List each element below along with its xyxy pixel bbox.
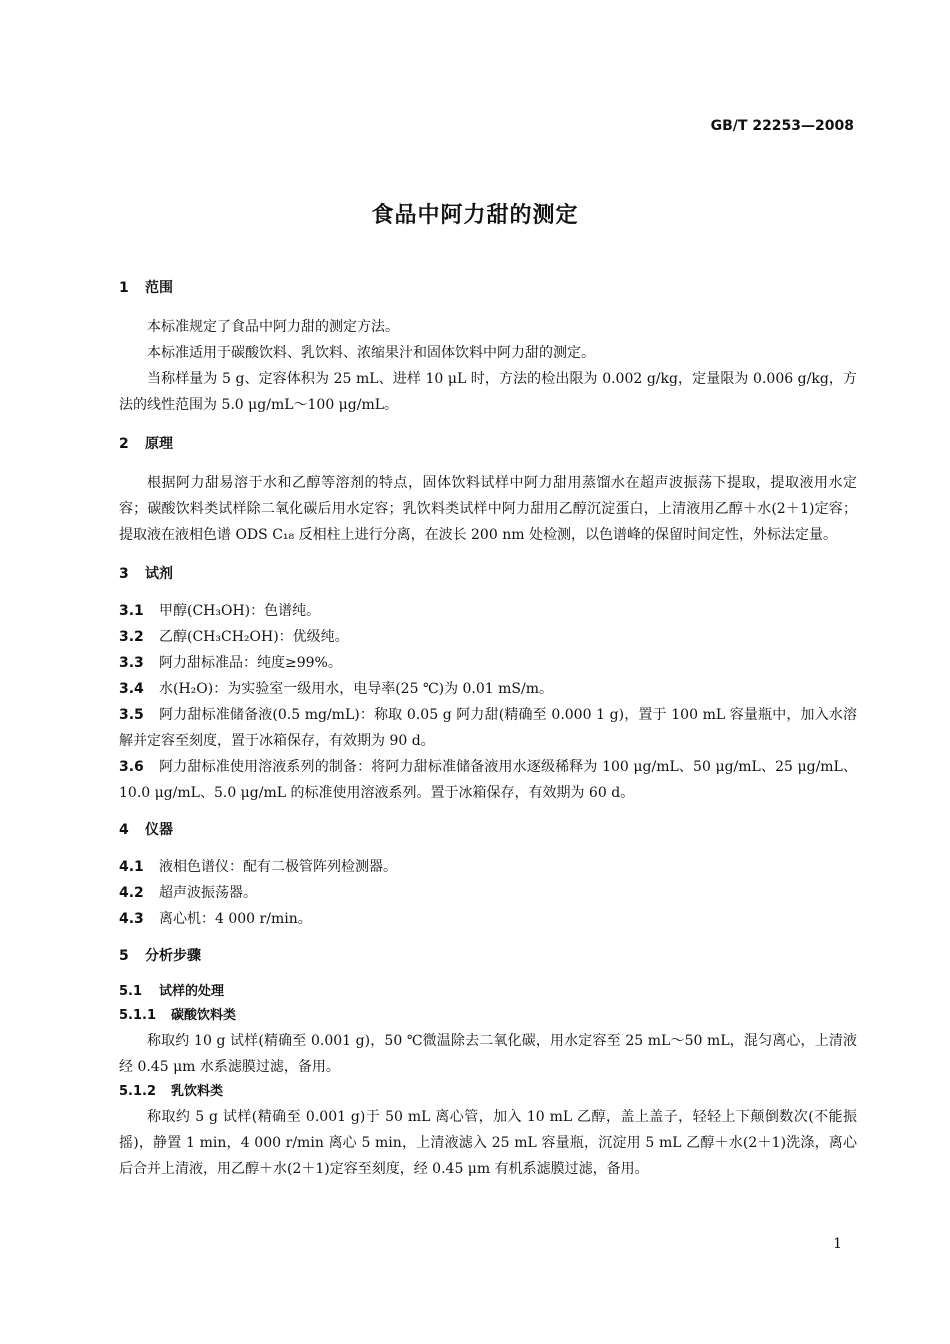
item-number: 3.6: [119, 759, 144, 775]
section-heading-4: [119, 820, 857, 840]
section-heading-2: [119, 434, 857, 454]
section-title: 分析步骤: [145, 948, 201, 964]
section-title: 仪器: [145, 822, 173, 838]
item-text: 阿力甜标准品：纯度≥99%。: [159, 655, 342, 671]
subsubsection-number: 5.1.1: [119, 1008, 157, 1023]
paragraph: 本标准规定了食品中阿力甜的测定方法。: [147, 319, 399, 335]
paragraph: 当称样量为 5 g、定容体积为 25 mL、进样 10 μL 时，方法的检出限为 0.002 g/kg，定量限为 0.006 g/kg，方法的线性范围为 5.0 μg/mL～100 μg/mL。: [119, 371, 857, 413]
item-text: 阿力甜标准使用溶液系列的制备：将阿力甜标准储备液用水逐级稀释为 100 μg/mL、50 μg/mL、25 μg/mL、10.0 μg/mL、5.0 μg/mL 的标准使用溶液系列。置于冰箱保存，有效期为 60 d。: [119, 759, 857, 801]
subsubsection-title: 碳酸饮料类: [171, 1008, 237, 1023]
subsection-number: 5.1: [119, 984, 143, 999]
paragraph: 称取约 5 g 试样(精确至 0.001 g)于 50 mL 离心管，加入 10 mL 乙醇，盖上盖子，轻轻上下颠倒数次(不能振摇)，静置 1 min，4 000 r/min 离心 5 min，上清液滤入 25 mL 容量瓶，沉淀用 5 mL 乙醇＋水(2＋1)洗涤，离心后合并上清液，用乙醇＋水(2＋1)定容至刻度，经 0.45 μm 有机系滤膜过滤，备用。: [119, 1109, 857, 1177]
item-number: 4.3: [119, 911, 144, 927]
section-number: 2: [119, 436, 129, 452]
list-item: [119, 624, 857, 650]
subsubsection-heading: [119, 1004, 857, 1028]
document-body: [119, 278, 857, 1182]
list-item: [119, 880, 857, 906]
section-title: 原理: [145, 436, 173, 452]
item-number: 3.5: [119, 707, 144, 723]
section-number: 5: [119, 948, 129, 964]
item-text: 水(H₂O)：为实验室一级用水，电导率(25 ℃)为 0.01 mS/m。: [159, 681, 554, 697]
subsection-title: 试样的处理: [159, 984, 225, 999]
item-number: 4.2: [119, 885, 144, 901]
item-number: 3.1: [119, 603, 144, 619]
page-title: 食品中阿力甜的测定: [371, 203, 579, 228]
list-item: [119, 754, 857, 806]
section-number: 3: [119, 566, 129, 582]
list-item: [119, 598, 857, 624]
section-title: 范围: [145, 280, 173, 296]
item-text: 阿力甜标准储备液(0.5 mg/mL)：称取 0.05 g 阿力甜(精确至 0.000 1 g)，置于 100 mL 容量瓶中，加入水溶解并定容至刻度，置于冰箱保存，有效期为 90 d。: [119, 707, 857, 749]
item-number: 3.4: [119, 681, 144, 697]
item-text: 乙醇(CH₃CH₂OH)：优级纯。: [159, 629, 349, 645]
subsubsection-heading: [119, 1080, 857, 1104]
section-number: 4: [119, 822, 129, 838]
list-item: [119, 702, 857, 754]
item-number: 4.1: [119, 859, 144, 875]
section-heading-1: [119, 278, 857, 298]
section-heading-3: [119, 564, 857, 584]
standard-number: GB/T 22253—2008: [710, 118, 854, 134]
item-number: 3.3: [119, 655, 144, 671]
section-number: 1: [119, 280, 129, 296]
page-number: 1: [833, 1236, 842, 1252]
paragraph: 称取约 10 g 试样(精确至 0.001 g)，50 ℃微温除去二氧化碳，用水定容至 25 mL～50 mL，混匀离心，上清液经 0.45 μm 水系滤膜过滤，备用。: [119, 1033, 857, 1075]
list-item: [119, 854, 857, 880]
subsubsection-title: 乳饮料类: [171, 1084, 224, 1099]
item-text: 超声波振荡器。: [159, 885, 257, 901]
list-item: [119, 676, 857, 702]
item-number: 3.2: [119, 629, 144, 645]
subsection-heading: [119, 980, 857, 1004]
section-heading-5: [119, 946, 857, 966]
item-text: 液相色谱仪：配有二极管阵列检测器。: [159, 859, 397, 875]
paragraph: 本标准适用于碳酸饮料、乳饮料、浓缩果汁和固体饮料中阿力甜的测定。: [147, 345, 595, 361]
paragraph: 根据阿力甜易溶于水和乙醇等溶剂的特点，固体饮料试样中阿力甜用蒸馏水在超声波振荡下提取，提取液用水定容；碳酸饮料类试样除二氧化碳后用水定容；乳饮料类试样中阿力甜用乙醇沉淀蛋白，上清液用乙醇＋水(2＋1)定容；提取液在液相色谱 ODS C₁₈ 反相柱上进行分离，在波长 200 nm 处检测，以色谱峰的保留时间定性，外标法定量。: [119, 475, 857, 543]
list-item: [119, 650, 857, 676]
section-title: 试剂: [145, 566, 173, 582]
item-text: 甲醇(CH₃OH)：色谱纯。: [159, 603, 321, 619]
list-item: [119, 906, 857, 932]
item-text: 离心机：4 000 r/min。: [159, 911, 312, 927]
subsubsection-number: 5.1.2: [119, 1084, 157, 1099]
